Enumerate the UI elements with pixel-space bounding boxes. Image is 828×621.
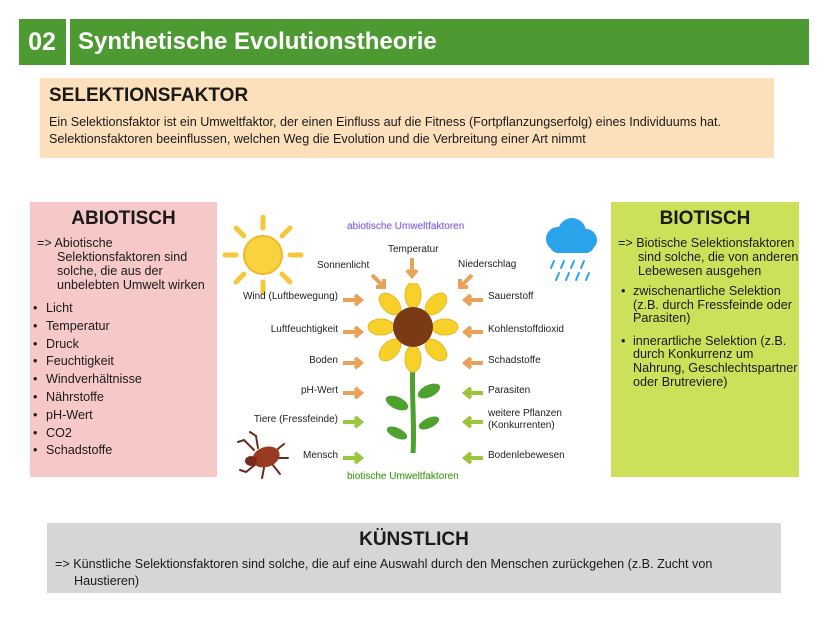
label-niederschlag: Niederschlag (458, 259, 517, 270)
abiotic-title: ABIOTISCH (71, 208, 176, 229)
rain-cloud-icon (540, 217, 602, 291)
list-item: • Windverhältnisse (30, 371, 217, 389)
list-item: • Feuchtigkeit (30, 353, 217, 371)
list-item: • pH-Wert (30, 407, 217, 425)
label-sauerstoff: Sauerstoff (488, 291, 534, 302)
arrow-icon (342, 293, 364, 307)
label-sonnenlicht: Sonnenlicht (317, 260, 370, 271)
biotic-intro: => Biotische Selektionsfaktoren sind solche, die von anderen Lebewesen ausgehen (618, 236, 799, 278)
list-item: • Temperatur (30, 318, 217, 336)
arrow-icon (342, 415, 364, 429)
artificial-box (47, 523, 781, 593)
label-parasiten: Parasiten (488, 385, 531, 396)
list-item: • zwischenartliche Selektion (z.B. durch Fressfeinde oder Parasiten) (611, 285, 799, 326)
header-divider (66, 19, 70, 65)
header-bar (19, 19, 809, 65)
arrow-icon (370, 273, 390, 293)
label-weitere-pflanzen: weitere Pflanzen (488, 408, 562, 419)
arrow-icon (462, 451, 484, 465)
list-item: • Nährstoffe (30, 389, 217, 407)
arrow-icon (462, 386, 484, 400)
artificial-title: KÜNSTLICH (359, 529, 469, 550)
artificial-text: => Künstliche Selektionsfaktoren sind solche, die auf eine Auswahl durch den Menschen zurückgehen (z.B. Zucht von Haustieren) (55, 557, 713, 588)
arrow-icon (462, 325, 484, 339)
label-ph-wert: pH-Wert (300, 385, 338, 396)
definition-text: Ein Selektionsfaktor ist ein Umweltfaktor, der einen Einfluss auf die Fitness (Fortpflanzungserfolg) eines Individuums hat. Selektionsfaktoren beeinflussen, welchen Weg die Evolution und die Verbreitung einer Art nimmt (49, 115, 721, 146)
label-bodenlebewesen: Bodenlebewesen (488, 450, 565, 461)
list-item: • Druck (30, 336, 217, 354)
list-item: • innerartliche Selektion (z.B. durch Konkurrenz um Nahrung, Geschlechtspartner oder Brutreviere) (611, 335, 799, 389)
arrow-icon (454, 273, 474, 293)
label-temperatur: Temperatur (388, 244, 439, 255)
label-schadstoffe: Schadstoffe (488, 355, 541, 366)
label-wind: Wind (Luftbewegung) (242, 291, 338, 302)
label-kohlenstoffdioxid: Kohlenstoffdioxid (488, 324, 564, 335)
label-luftfeuchtigkeit: Luftfeuchtigkeit (270, 324, 338, 335)
list-item: • Schadstoffe (30, 442, 217, 460)
arrow-icon (462, 293, 484, 307)
label-mensch: Mensch (302, 450, 338, 461)
arrow-icon (462, 415, 484, 429)
arrow-icon (405, 257, 419, 279)
definition-box (40, 78, 774, 158)
list-item: • CO2 (30, 425, 217, 443)
label-boden: Boden (309, 355, 338, 366)
page-title: Synthetische Evolutionstheorie (78, 28, 437, 55)
sun-icon (222, 215, 304, 295)
arrow-icon (342, 325, 364, 339)
biotic-list (611, 285, 799, 389)
sunflower-diagram (222, 205, 602, 490)
definition-title: SELEKTIONSFAKTOR (49, 85, 249, 106)
abiotic-list (30, 300, 217, 460)
abiotic-box (30, 202, 217, 477)
abiotic-factors-heading: abiotische Umweltfaktoren (347, 221, 465, 232)
biotic-factors-heading: biotische Umweltfaktoren (347, 471, 459, 482)
label-konkurrenten: (Konkurrenten) (488, 420, 555, 431)
arrow-icon (462, 356, 484, 370)
section-number: 02 (28, 28, 56, 56)
arrow-icon (342, 356, 364, 370)
arrow-icon (342, 386, 364, 400)
label-tiere: Tiere (Fressfeinde) (253, 414, 338, 425)
sunflower-icon (367, 283, 459, 455)
list-item: • Licht (30, 300, 217, 318)
abiotic-intro: => Abiotische Selektionsfaktoren sind solche, die aus der unbelebten Umwelt wirken (37, 236, 205, 292)
arrow-icon (342, 451, 364, 465)
biotic-title: BIOTISCH (659, 208, 751, 229)
beetle-icon (234, 430, 292, 482)
biotic-box (611, 202, 799, 477)
